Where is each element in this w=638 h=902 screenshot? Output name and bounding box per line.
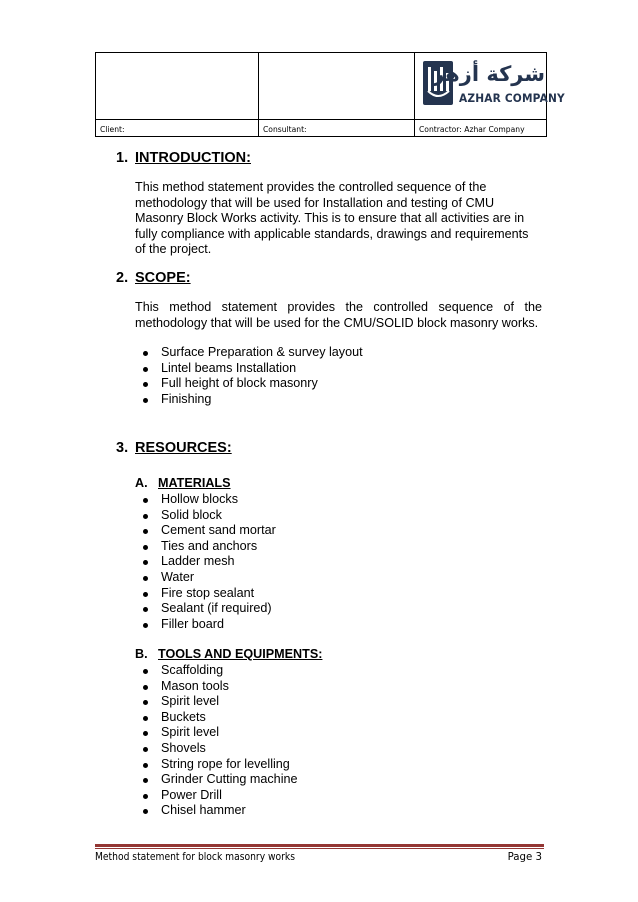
introduction-paragraph xyxy=(135,180,542,258)
bullet-icon xyxy=(143,607,148,612)
bullet-icon xyxy=(143,778,148,783)
section-number: 3. xyxy=(116,440,129,456)
scope-bullet-list xyxy=(143,345,363,407)
bullet-icon xyxy=(143,669,148,674)
section-number: 2. xyxy=(116,270,129,286)
contractor-label: Contractor: Azhar Company xyxy=(415,120,547,137)
section-number: 1. xyxy=(116,150,129,166)
client-label: Client: xyxy=(96,120,259,137)
bullet-icon xyxy=(143,747,148,752)
section-title: SCOPE: xyxy=(135,270,191,286)
list-item: Scaffolding xyxy=(143,663,298,679)
section-scope-heading xyxy=(116,270,191,286)
list-item: Cement sand mortar xyxy=(143,523,276,539)
bullet-icon xyxy=(143,794,148,799)
bullet-icon xyxy=(143,367,148,372)
company-logo xyxy=(415,53,565,119)
logo-arabic-wordmark xyxy=(432,59,547,87)
list-item: Shovels xyxy=(143,741,298,757)
list-item: Lintel beams Installation xyxy=(143,361,363,377)
footer-divider-thin xyxy=(95,848,544,849)
list-item: Spirit level xyxy=(143,694,298,710)
consultant-label: Consultant: xyxy=(259,120,415,137)
list-item: Surface Preparation & survey layout xyxy=(143,345,363,361)
consultant-cell xyxy=(259,53,415,120)
materials-bullet-list xyxy=(143,492,276,632)
list-item: String rope for levelling xyxy=(143,757,298,773)
list-item: Hollow blocks xyxy=(143,492,276,508)
subsection-letter: B. xyxy=(135,647,148,661)
list-item: Solid block xyxy=(143,508,276,524)
bullet-icon xyxy=(143,351,148,356)
bullet-icon xyxy=(143,398,148,403)
section-title: INTRODUCTION: xyxy=(135,150,251,166)
list-item: Buckets xyxy=(143,710,298,726)
list-item: Mason tools xyxy=(143,679,298,695)
list-item: Filler board xyxy=(143,617,276,633)
list-item: Ties and anchors xyxy=(143,539,276,555)
scope-paragraph xyxy=(135,300,542,331)
paragraph-line: of the project. xyxy=(135,242,212,257)
subsection-title: MATERIALS xyxy=(158,476,231,490)
list-item: Water xyxy=(143,570,276,586)
paragraph-line: This method statement provides the controlled sequence of the xyxy=(135,300,542,314)
bullet-icon xyxy=(143,529,148,534)
bullet-icon xyxy=(143,514,148,519)
list-item: Chisel hammer xyxy=(143,803,298,819)
svg-text:شركة أزهر: شركة أزهر xyxy=(432,62,545,86)
paragraph-line: This method statement provides the controlled sequence of the xyxy=(135,180,487,194)
bullet-icon xyxy=(143,716,148,721)
bullet-icon xyxy=(143,809,148,814)
list-item: Finishing xyxy=(143,392,363,408)
bullet-icon xyxy=(143,700,148,705)
list-item: Grinder Cutting machine xyxy=(143,772,298,788)
section-resources-heading xyxy=(116,440,232,456)
bullet-icon xyxy=(143,498,148,503)
section-title: RESOURCES: xyxy=(135,440,232,456)
bullet-icon xyxy=(143,763,148,768)
materials-subheading xyxy=(135,476,231,490)
list-item: Spirit level xyxy=(143,725,298,741)
subsection-letter: A. xyxy=(135,476,148,490)
bullet-icon xyxy=(143,560,148,565)
section-introduction-heading xyxy=(116,150,251,166)
paragraph-line: methodology that will be used for Installation and testing of CMU xyxy=(135,195,495,210)
list-item: Sealant (if required) xyxy=(143,601,276,617)
bullet-icon xyxy=(143,731,148,736)
footer-document-title: Method statement for block masonry works xyxy=(95,852,296,863)
list-item: Ladder mesh xyxy=(143,554,276,570)
bullet-icon xyxy=(143,623,148,628)
logo-latin-wordmark: AZHAR COMPANY xyxy=(459,91,565,105)
bullet-icon xyxy=(143,576,148,581)
logo-cell xyxy=(415,53,565,120)
list-item: Full height of block masonry xyxy=(143,376,363,392)
client-cell xyxy=(96,53,259,120)
paragraph-line: fully compliance with applicable standards, drawings and requirements xyxy=(135,226,529,241)
list-item: Power Drill xyxy=(143,788,298,804)
header-table xyxy=(95,52,565,137)
bullet-icon xyxy=(143,592,148,597)
paragraph-line: Masonry Block Works activity. This is to ensure that all activities are in xyxy=(135,211,525,226)
tools-bullet-list xyxy=(143,663,298,819)
bullet-icon xyxy=(143,382,148,387)
bullet-icon xyxy=(143,685,148,690)
footer-divider xyxy=(95,844,544,847)
list-item: Fire stop sealant xyxy=(143,586,276,602)
subsection-title: TOOLS AND EQUIPMENTS: xyxy=(158,647,323,661)
footer-page-number: Page 3 xyxy=(507,852,542,863)
bullet-icon xyxy=(143,545,148,550)
paragraph-line: methodology that will be used for the CMU/SOLID block masonry works. xyxy=(135,315,539,330)
tools-subheading xyxy=(135,647,322,661)
